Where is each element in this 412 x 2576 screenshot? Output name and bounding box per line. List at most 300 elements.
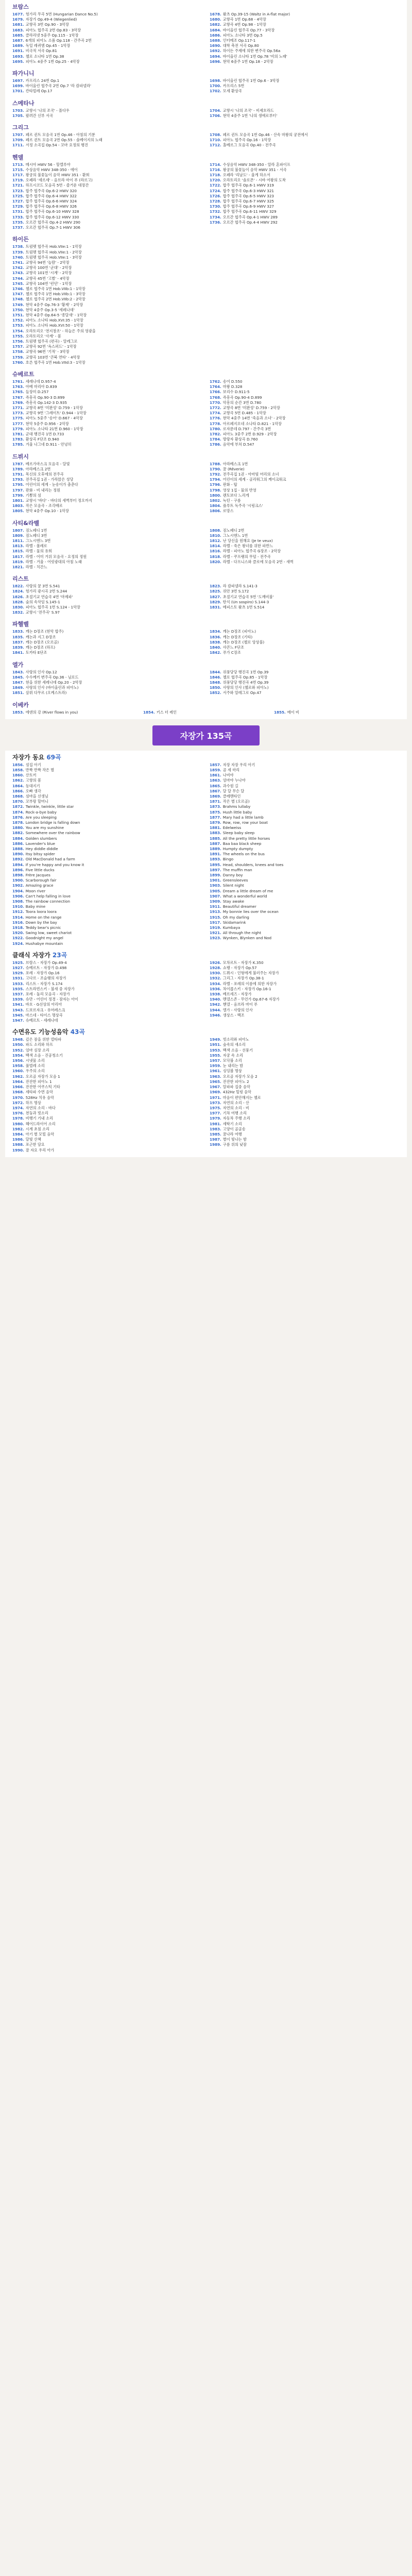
song-item	[12, 1100, 202, 1106]
song-number: 1847.	[12, 680, 24, 685]
song-item	[210, 773, 400, 778]
song-title: 왕궁의 불꽃놀이 음악 HWV 351 - 환희	[25, 173, 90, 178]
song-title: 작은 모음곡 - 조각배로	[25, 503, 63, 509]
song-title: 칸타빌레 Op.17	[25, 89, 53, 94]
song-number: 1719.	[12, 178, 24, 183]
song-title: 하이든 주제에 의한 변주곡 Op.56a	[222, 48, 281, 54]
song-number: 1763.	[12, 384, 24, 389]
song-title: 홀베르그 모음곡 Op.40 - 전주곡	[222, 143, 276, 148]
song-number: 1745.	[12, 281, 24, 286]
section-count: 69곡	[46, 753, 61, 761]
song-item	[210, 1084, 400, 1090]
song-number: 1807.	[12, 528, 24, 533]
song-item	[12, 936, 202, 941]
song-title: 현악 4중주 Op.3-5 '세레나데'	[25, 307, 75, 312]
song-number: 1830.	[12, 605, 24, 610]
song-item	[143, 710, 269, 715]
song-number: 1820.	[210, 559, 221, 564]
song-title: 메이 비	[287, 709, 299, 715]
song-item	[12, 33, 202, 38]
song-title: 비극적 서곡 Op.81	[25, 48, 57, 54]
song-number: 1798.	[210, 487, 221, 493]
song-item	[12, 442, 202, 447]
song-list	[12, 960, 400, 1023]
song-item	[210, 138, 400, 143]
song-number: 1873.	[210, 804, 221, 809]
section	[12, 701, 400, 715]
song-number: 1890.	[12, 852, 24, 857]
song-item	[210, 778, 400, 783]
song-title: 합주 협주곡 Op.6-6 HWV 324	[25, 199, 77, 204]
song-title: 현악 4중주 1번 '나의 생애로부터'	[222, 113, 278, 118]
song-item	[12, 768, 202, 773]
song-title: 피아노 협주곡 1번 S.124 - 1악장	[25, 605, 80, 610]
song-number: 1817.	[12, 554, 24, 559]
song-item	[12, 389, 202, 395]
song-item	[210, 589, 400, 594]
song-number: 1752.	[12, 318, 24, 323]
song-item	[210, 215, 400, 220]
song-item	[210, 54, 400, 59]
song-title: Golden slumbers	[25, 836, 57, 841]
section-title-text: 엘가	[12, 661, 24, 668]
song-number: 1949.	[210, 1037, 221, 1042]
song-item	[210, 113, 400, 118]
song-number: 1769.	[12, 400, 24, 405]
song-title: Somewhere over the rainbow	[25, 831, 80, 836]
song-item	[12, 925, 202, 930]
song-title: 라벨 - 볼레로	[25, 544, 47, 549]
song-number: 1842.	[210, 650, 221, 655]
song-title: 살뤼 다무르 (오케스트라)	[25, 690, 67, 696]
song-number: 1708.	[210, 132, 221, 138]
song-number: 1861.	[210, 773, 221, 778]
song-item	[12, 313, 400, 318]
song-number: 1887.	[210, 841, 221, 846]
song-title: 현악 4중주 Op.64-5 '종달새' - 1악장	[25, 312, 87, 317]
song-title: 라벨 - 다프니스와 클로에 모음곡 2번 - 새벽	[222, 559, 294, 564]
song-number: 1720.	[210, 178, 221, 183]
song-number: 1812.	[210, 538, 221, 544]
song-number: 1930.	[210, 971, 221, 976]
song-item	[12, 690, 202, 696]
song-item	[12, 379, 202, 384]
song-item	[12, 852, 202, 857]
song-number: 1938.	[210, 992, 221, 997]
song-number: 1985.	[210, 1131, 221, 1137]
song-item	[12, 1142, 202, 1147]
song-item	[12, 915, 202, 920]
song-number: 1990.	[12, 1147, 24, 1153]
song-item	[12, 509, 202, 514]
song-number: 1989.	[210, 1142, 221, 1147]
song-item	[12, 904, 202, 909]
song-number: 1796.	[210, 482, 221, 487]
section-title-text: 드뷔시	[12, 453, 29, 460]
song-title: 시냇물 소리	[25, 1058, 45, 1063]
song-item	[12, 1037, 202, 1042]
song-item	[210, 680, 400, 685]
song-title: 캐논 D장조 (첼로 앙상블)	[222, 639, 265, 645]
song-number: 1948.	[12, 1037, 24, 1042]
section	[12, 1028, 400, 1153]
song-number: 1909.	[210, 899, 221, 904]
song-item	[12, 432, 202, 437]
song-number: 1858.	[12, 767, 24, 772]
song-title: 풀벌레 소리	[25, 1063, 45, 1069]
song-number: 1983.	[210, 1126, 221, 1131]
song-title: 사랑의 인사 Op.12	[25, 669, 57, 674]
song-title: You are my sunshine	[25, 825, 64, 831]
song-number: 1794.	[210, 477, 221, 482]
song-title: 자연의 소리 - 바다	[25, 1105, 56, 1110]
song-item	[210, 971, 400, 976]
song-item	[210, 768, 400, 773]
song-title: 리스트 - 자장가 S.174	[25, 981, 63, 986]
song-number: 1946.	[210, 1012, 221, 1018]
song-title: 송어 D.550	[222, 379, 243, 384]
song-title: 왈츠 Op.39-15 (Waltz in A-flat major)	[222, 12, 290, 16]
song-title: 피아노 협주곡 2번 Op.83 - 3악장	[25, 27, 81, 32]
song-item	[12, 987, 202, 992]
song-title: 난 당신을 원해요 (Je te veux)	[222, 538, 273, 544]
song-number: 1688.	[210, 38, 221, 43]
song-item	[12, 360, 400, 365]
song-list	[12, 670, 400, 696]
song-title: 라벨 - 거울 - 어릿광대의 아침 노래	[25, 559, 82, 564]
section	[12, 453, 400, 514]
song-number: 1914.	[12, 914, 24, 920]
song-title: 사랑의 꿈 3번 S.541	[25, 584, 60, 589]
song-number: 1714.	[210, 162, 221, 167]
song-title: 세탁기 소리	[222, 1121, 242, 1126]
song-item	[210, 560, 400, 565]
section-title-text: 파헬벨	[12, 621, 29, 628]
song-title: Beautiful dreamer	[222, 904, 256, 909]
song-title: 트럼펫 협주곡 Hob.VIIe:1 - 2악장	[25, 249, 82, 255]
song-item	[12, 384, 202, 389]
song-title: 잘 자요 우리 아가	[25, 1147, 55, 1153]
song-title: 엄마야 누나야	[222, 778, 246, 783]
song-title: 아베 마리아 D.839	[25, 384, 57, 389]
song-item	[210, 509, 400, 514]
song-title: Are you sleeping	[25, 815, 57, 820]
song-item	[12, 635, 202, 640]
song-title: 라벨 - 포레의 이름에 의한 자장가	[222, 981, 277, 986]
song-number: 1874.	[12, 809, 24, 815]
song-title: Oh my darling	[222, 914, 249, 920]
song-title: 페르 귄트 모음곡 2번 Op.55 - 솔베이지의 노래	[25, 138, 102, 143]
song-item	[12, 244, 400, 249]
song-number: 1834.	[210, 629, 221, 634]
song-item	[12, 836, 202, 841]
section-title	[12, 952, 400, 959]
song-number: 1900.	[12, 878, 24, 883]
song-item	[12, 405, 202, 411]
song-item	[12, 965, 202, 971]
song-number: 1684.	[210, 27, 221, 32]
song-number: 1685.	[12, 32, 24, 38]
song-number: 1894.	[12, 862, 24, 867]
song-item	[12, 108, 202, 113]
song-item	[12, 355, 400, 360]
song-item	[12, 162, 202, 167]
song-title: 합주 협주곡 Op.6-5 HWV 323	[222, 193, 274, 198]
song-title: Hush little baby	[222, 809, 252, 815]
song-number: 1986.	[12, 1137, 24, 1142]
song-item	[210, 533, 400, 538]
song-item	[12, 1058, 202, 1063]
song-number: 1825.	[210, 589, 221, 594]
song-number: 1879.	[210, 820, 221, 825]
section-title-text: 스메타나	[12, 99, 35, 107]
song-title: 캐논 D장조 (기타)	[222, 634, 253, 639]
section-title-text: 리스트	[12, 575, 29, 583]
song-title: If you're happy and you know it	[25, 862, 84, 867]
song-item	[12, 1074, 202, 1079]
song-number: 1707.	[12, 132, 24, 138]
section	[12, 661, 400, 696]
song-number: 1819.	[12, 559, 24, 564]
song-number: 1761.	[12, 379, 24, 384]
song-title: 아라베스크 1번	[222, 461, 248, 466]
song-title: 헝가리 광시곡 2번 S.244	[25, 589, 67, 594]
song-number: 1972.	[12, 1100, 24, 1105]
song-title: 하프시코드 모음곡 5번 - 즐거운 대장간	[25, 183, 89, 188]
song-list	[12, 584, 400, 615]
song-item	[210, 852, 400, 857]
song-item	[12, 1069, 202, 1074]
song-list	[12, 12, 400, 64]
song-item	[12, 538, 202, 544]
song-item	[210, 488, 400, 493]
song-item	[12, 528, 202, 533]
song-title: 즉흥곡 Op.90-4 D.899	[222, 395, 262, 400]
song-number: 1746.	[12, 286, 24, 291]
song-item	[12, 302, 400, 308]
song-title: Itsy bitsy spider	[25, 852, 55, 857]
song-number: 1928.	[210, 965, 221, 971]
song-title: The muffin man	[222, 867, 252, 872]
song-item	[210, 467, 400, 472]
song-title: 첼로 협주곡 1번 Hob.VIIb:1 - 3악장	[25, 292, 85, 297]
song-item	[12, 981, 202, 987]
song-item	[12, 12, 202, 17]
song-item	[12, 1148, 202, 1153]
song-item	[12, 815, 202, 820]
song-item	[210, 899, 400, 904]
song-title: 우주의 소리	[25, 1069, 45, 1074]
song-item	[12, 1048, 202, 1053]
section	[12, 575, 400, 615]
song-item	[12, 1079, 202, 1084]
song-number: 1766.	[210, 389, 221, 395]
section-title-text: 그리그	[12, 124, 29, 131]
song-number: 1958.	[12, 1063, 24, 1069]
song-title: Head, shoulders, knees and toes	[222, 862, 284, 867]
song-item	[12, 1013, 202, 1018]
song-number: 1721.	[12, 183, 24, 188]
song-title: 보리수 D.911-5	[222, 389, 250, 395]
song-title: 합주 협주곡 Op.6-7 HWV 325	[222, 199, 274, 204]
song-title: 현악 4중주 Op.10 - 1악장	[25, 509, 69, 514]
song-title: Baby mine	[25, 904, 46, 909]
song-number: 1920.	[12, 930, 24, 936]
song-title: 기차 여행 소리	[222, 1111, 247, 1116]
song-number: 1872.	[12, 804, 24, 809]
song-number: 1772.	[210, 405, 221, 410]
song-item	[210, 640, 400, 645]
song-item	[12, 400, 202, 405]
song-item	[12, 992, 202, 997]
song-title: 환상곡 F단조 D.940	[25, 437, 59, 442]
song-number: 1978.	[12, 1116, 24, 1121]
song-number: 1810.	[210, 533, 221, 538]
song-list	[12, 1037, 400, 1153]
song-item	[210, 690, 400, 696]
song-number: 1818.	[210, 554, 221, 559]
song-title: 달빛 산책	[25, 1137, 41, 1142]
song-item	[210, 17, 400, 22]
song-number: 1974.	[12, 1105, 24, 1110]
song-title: 과수원 길	[222, 783, 238, 788]
song-item	[12, 225, 202, 230]
song-number: 1829.	[210, 599, 221, 604]
song-number: 1855.	[274, 709, 286, 715]
song-number: 1891.	[210, 852, 221, 857]
song-item	[12, 173, 202, 178]
song-title: 합주 협주곡 Op.6-2 HWV 320	[25, 188, 77, 193]
song-item	[210, 411, 400, 416]
song-list	[12, 762, 400, 946]
song-title: Old MacDonald had a farm	[25, 857, 75, 862]
song-number: 1797.	[12, 487, 24, 493]
song-item	[12, 909, 202, 914]
song-item	[210, 862, 400, 868]
song-number: 1698.	[210, 78, 221, 83]
song-title: Twinkle, twinkle, little star	[25, 804, 74, 809]
song-number: 1952.	[12, 1047, 24, 1053]
song-title: 탄식 (Un sospiro) S.144-3	[222, 599, 269, 604]
song-number: 1696.	[210, 59, 221, 64]
song-title: 겨울 나그네 D.911 - 안녕히	[25, 442, 72, 447]
song-number: 1771.	[12, 405, 24, 410]
song-title: 고향의 봄	[25, 778, 41, 783]
song-item	[12, 1122, 202, 1127]
song-title: 오르골 자장가 모음 2	[222, 1074, 258, 1079]
song-number: 1824.	[12, 589, 24, 594]
song-title: 교향곡 100번 '군대' - 2악장	[25, 265, 72, 270]
song-number: 1779.	[12, 426, 24, 431]
song-title: 라벨 - 죽은 왕녀를 위한 파반느	[222, 544, 273, 549]
song-number: 1862.	[12, 778, 24, 783]
song-title: 헨델 - 옴브라 마이 푸	[222, 1002, 258, 1007]
song-number: 1964.	[12, 1079, 24, 1084]
song-number: 1917.	[210, 920, 221, 925]
song-item	[210, 538, 400, 544]
song-number: 1780.	[210, 426, 221, 431]
song-item	[210, 12, 400, 17]
song-item	[12, 498, 202, 503]
song-number: 1896.	[12, 867, 24, 872]
song-number: 1969.	[210, 1090, 221, 1095]
song-number: 1933.	[12, 981, 24, 986]
song-item	[12, 554, 202, 560]
song-number: 1932.	[210, 976, 221, 981]
song-number: 1897.	[210, 867, 221, 872]
song-number: 1957.	[210, 1058, 221, 1063]
song-title: 포레 - 돌리 모음곡 - 자장가	[25, 992, 70, 997]
song-item	[12, 308, 400, 313]
song-list	[12, 379, 400, 448]
song-title: 싱잉볼 명상	[222, 1069, 242, 1074]
song-title: 짐노페디 1번	[25, 528, 47, 533]
song-number: 1785.	[12, 442, 24, 447]
song-item	[12, 685, 202, 690]
song-item	[210, 1116, 400, 1121]
song-title: Amazing grace	[25, 883, 54, 888]
section-title	[12, 1028, 400, 1036]
song-title: 자연의 소리 - 비	[222, 1105, 249, 1110]
song-number: 1744.	[12, 276, 24, 281]
song-number: 1801.	[12, 498, 24, 503]
song-title: All the pretty little horses	[222, 836, 270, 841]
song-title: 잔잔한 피아노 1	[25, 1079, 52, 1084]
song-number: 1679.	[12, 17, 24, 22]
song-number: 1764.	[210, 384, 221, 389]
song-item	[210, 1079, 400, 1084]
song-title: 모닥불 소리	[222, 1058, 242, 1063]
song-title: 교향곡 8번 '미완성' D.759 - 2악장	[222, 405, 280, 410]
song-number: 1717.	[12, 173, 24, 178]
song-title: 슈베르트 - 자장가 D.498	[25, 965, 67, 971]
song-item	[210, 1002, 400, 1007]
song-number: 1725.	[12, 193, 24, 198]
song-item	[210, 220, 400, 225]
song-title: Stay awake	[222, 899, 245, 904]
section-title	[12, 70, 400, 77]
song-number: 1895.	[210, 862, 221, 867]
song-number: 1857.	[210, 762, 221, 767]
song-number: 1767.	[12, 395, 24, 400]
song-item	[210, 846, 400, 852]
song-number: 1868.	[12, 793, 24, 799]
song-title: 서정 소곡집 Op.54 - 꼬마 요정의 행진	[25, 143, 89, 148]
song-number: 1836.	[210, 634, 221, 639]
song-number: 1968.	[12, 1090, 24, 1095]
song-item	[210, 873, 400, 878]
song-item	[210, 883, 400, 888]
song-item	[12, 804, 202, 809]
song-number: 1713.	[12, 162, 24, 167]
song-number: 1691.	[12, 48, 24, 54]
song-number: 1963.	[210, 1074, 221, 1079]
song-item	[12, 78, 202, 83]
song-item	[210, 1063, 400, 1069]
song-title: Goodnight my angel	[25, 936, 63, 941]
song-item	[210, 650, 400, 655]
song-title: 서주와 알레그로 Op.47	[222, 690, 262, 696]
song-number: 1706.	[210, 113, 221, 118]
song-item	[210, 1127, 400, 1132]
song-number: 1815.	[12, 549, 24, 554]
song-number: 1678.	[210, 12, 221, 16]
song-number: 1942.	[210, 1002, 221, 1007]
song-item	[210, 432, 400, 437]
song-item	[210, 132, 400, 138]
song-title: 호른 협주곡 1번 Hob.VIId:3 - 1악장	[25, 360, 85, 365]
song-item	[210, 59, 400, 64]
